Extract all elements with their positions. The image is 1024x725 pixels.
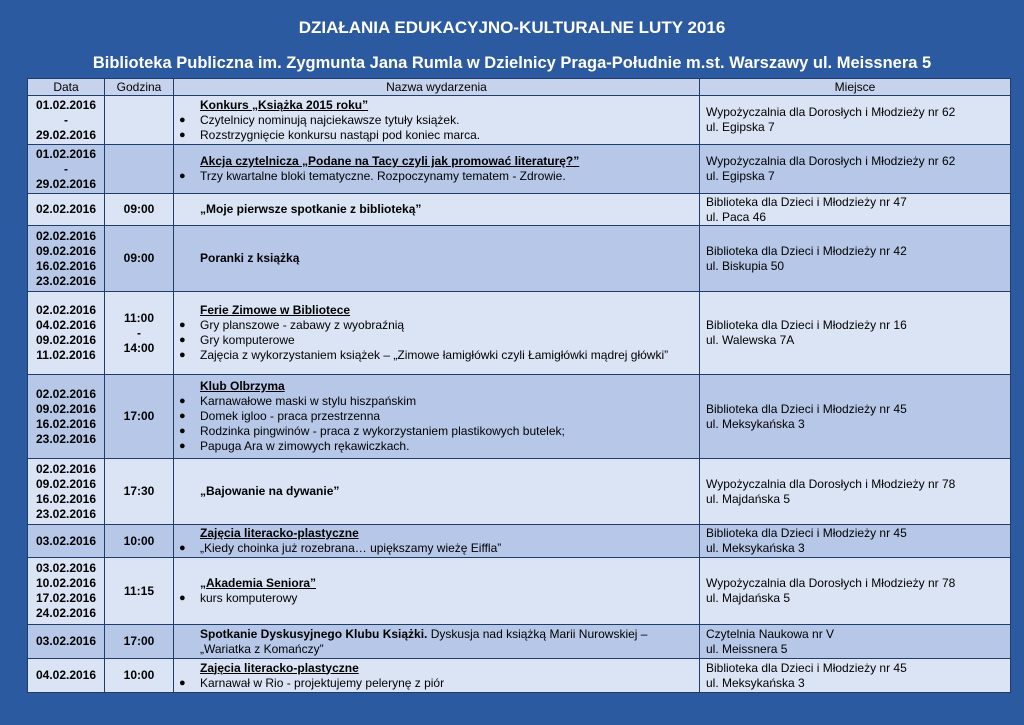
table-row — [28, 525, 1011, 558]
place-address: ul. Meksykańska 3 — [706, 541, 805, 555]
place-name: Wypożyczalnia dla Dorosłych i Młodzieży nr 78 — [706, 476, 956, 491]
list-item — [179, 348, 695, 363]
event-title: Akcja czytelnicza „Podane na Tacy czyli jak promować literaturę?” — [200, 154, 580, 168]
table-row — [28, 659, 1011, 693]
event-cell — [174, 226, 700, 292]
event-cell — [174, 96, 700, 145]
date-cell — [28, 145, 105, 194]
list-item — [179, 591, 695, 606]
table-header-row — [28, 79, 1011, 96]
header-date: Data — [28, 79, 105, 96]
table-row — [28, 145, 1011, 194]
bullet-text: Trzy kwartalne bloki tematyczne. Rozpoczynamy tematem - Zdrowie. — [200, 169, 566, 183]
place-address: ul. Majdańska 5 — [706, 491, 791, 506]
place-address: ul. Meksykańska 3 — [706, 675, 805, 690]
date-line: 24.02.2016 — [35, 606, 97, 620]
bullet-icon: ● — [179, 395, 186, 407]
date-line: 29.02.2016 — [35, 176, 97, 191]
event-title: Zajęcia literacko-plastyczne — [200, 526, 359, 540]
time-line: 10:00 — [123, 533, 155, 548]
bullet-text: Papuga Ara w zimowych rękawiczkach. — [200, 439, 410, 453]
bullet-icon: ● — [179, 128, 186, 141]
date-line: 04.02.2016 — [35, 318, 97, 332]
date-cell — [28, 194, 105, 226]
time-cell — [105, 96, 174, 145]
place-address: ul. Egipska 7 — [706, 120, 775, 134]
bullet-text: Rozstrzygnięcie konkursu nastąpi pod koniec marca. — [200, 127, 481, 142]
list-item — [179, 394, 695, 409]
event-cell — [174, 145, 700, 194]
place-name: Biblioteka dla Dzieci i Młodzieży nr 16 — [706, 318, 907, 332]
date-cell — [28, 459, 105, 525]
date-cell — [28, 659, 105, 693]
event-title: „Akademia Seniora” — [200, 576, 317, 590]
event-cell — [174, 558, 700, 625]
event-cell — [174, 525, 700, 558]
date-line: 03.02.2016 — [35, 634, 97, 648]
date-line: 02.02.2016 — [35, 228, 97, 243]
header-place: Miejsce — [700, 79, 1011, 96]
date-line: 09.02.2016 — [35, 476, 97, 491]
date-cell — [28, 625, 105, 659]
place-cell — [700, 194, 1011, 226]
list-item — [179, 318, 695, 333]
place-address: ul. Meissnera 5 — [706, 641, 788, 656]
bullet-icon: ● — [179, 592, 186, 604]
date-line: 09.02.2016 — [35, 333, 97, 347]
bullet-text: Czytelnicy nominują najciekawsze tytuły książek. — [200, 112, 460, 127]
time-line: 11:00 — [123, 310, 155, 325]
event-bullet-list — [179, 318, 695, 363]
page-subtitle: Biblioteka Publiczna im. Zygmunta Jana Rumla w Dzielnicy Praga-Południe m.st. Warszawy ul. Meissnera 5 — [92, 54, 932, 72]
table-row — [28, 292, 1011, 375]
date-line: 16.02.2016 — [35, 416, 97, 431]
bullet-text: Gry komputerowe — [200, 333, 295, 347]
date-cell — [28, 226, 105, 292]
date-line: 16.02.2016 — [35, 258, 97, 273]
event-cell — [174, 625, 700, 659]
date-line: 03.02.2016 — [35, 533, 97, 548]
event-title: Poranki z książką — [200, 251, 300, 265]
place-address: ul. Walewska 7A — [706, 333, 795, 347]
list-item — [179, 675, 695, 691]
place-name: Wypożyczalnia dla Dorosłych i Młodzieży nr 62 — [706, 105, 956, 119]
event-cell — [174, 375, 700, 459]
time-line: 11:15 — [123, 583, 155, 598]
place-name: Czytelnia Naukowa nr V — [706, 626, 835, 641]
header-time: Godzina — [105, 79, 174, 96]
time-line: - — [137, 325, 141, 340]
place-name: Biblioteka dla Dzieci i Młodzieży nr 45 — [706, 660, 907, 675]
date-line: 17.02.2016 — [35, 591, 97, 605]
list-item — [179, 424, 695, 439]
event-bullet-list — [179, 394, 695, 454]
date-line: 23.02.2016 — [35, 506, 97, 521]
list-item — [179, 169, 695, 184]
place-address: ul. Biskupia 50 — [706, 258, 785, 273]
time-cell — [105, 226, 174, 292]
bullet-icon: ● — [179, 334, 186, 346]
date-line: 02.02.2016 — [35, 386, 97, 401]
time-cell — [105, 194, 174, 226]
time-line: 09:00 — [123, 202, 155, 216]
place-name: Biblioteka dla Dzieci i Młodzieży nr 47 — [706, 194, 907, 209]
list-item — [179, 541, 695, 556]
table-row — [28, 194, 1011, 226]
date-line: 16.02.2016 — [35, 491, 97, 506]
time-cell — [105, 375, 174, 459]
place-cell — [700, 659, 1011, 693]
date-line: 03.02.2016 — [35, 561, 97, 575]
place-address: ul. Meksykańska 3 — [706, 416, 805, 431]
table-body — [28, 96, 1011, 693]
event-cell — [174, 292, 700, 375]
date-cell — [28, 292, 105, 375]
place-name: Biblioteka dla Dzieci i Młodzieży nr 45 — [706, 401, 907, 416]
date-cell — [28, 375, 105, 459]
time-line: 10:00 — [123, 668, 155, 682]
date-line: 09.02.2016 — [35, 243, 97, 258]
date-line: 09.02.2016 — [35, 401, 97, 416]
date-line: 02.02.2016 — [35, 303, 97, 317]
date-line: 04.02.2016 — [35, 668, 97, 682]
place-cell — [700, 375, 1011, 459]
place-name: Wypożyczalnia dla Dorosłych i Młodzieży nr 78 — [706, 576, 956, 590]
place-cell — [700, 525, 1011, 558]
list-item — [179, 333, 695, 348]
list-item — [179, 409, 695, 424]
event-title: „Bajowanie na dywanie” — [200, 484, 340, 498]
date-line: 02.02.2016 — [35, 461, 97, 476]
list-item — [179, 127, 695, 143]
place-cell — [700, 226, 1011, 292]
event-bullet-list — [179, 541, 695, 556]
date-line: 10.02.2016 — [35, 576, 97, 590]
date-line: 01.02.2016 — [35, 146, 97, 161]
table-row — [28, 375, 1011, 459]
page-title: DZIAŁANIA EDUKACYJNO-KULTURALNE LUTY 2016 — [298, 18, 726, 37]
time-cell — [105, 459, 174, 525]
bullet-icon: ● — [179, 170, 186, 182]
bullet-text: Rodzinka pingwinów - praca z wykorzystaniem plastikowych butelek; — [200, 424, 565, 438]
place-address: ul. Paca 46 — [706, 209, 767, 224]
place-cell — [700, 558, 1011, 625]
date-cell — [28, 96, 105, 145]
place-cell — [700, 625, 1011, 659]
event-description — [200, 627, 695, 642]
event-bullet-list — [179, 591, 695, 606]
date-line: 23.02.2016 — [35, 431, 97, 446]
time-cell — [105, 292, 174, 375]
time-line: 09:00 — [123, 251, 155, 265]
time-cell — [105, 659, 174, 693]
date-line: 29.02.2016 — [35, 127, 97, 142]
time-line: 17:00 — [123, 634, 155, 648]
place-cell — [700, 145, 1011, 194]
place-cell — [700, 292, 1011, 375]
bullet-text: Gry planszowe - zabawy z wyobraźnią — [200, 318, 405, 332]
time-line: 17:00 — [123, 409, 155, 423]
event-title: Ferie Zimowe w Bibliotece — [200, 303, 351, 317]
event-title: Spotkanie Dyskusyjnego Klubu Książki. — [200, 626, 428, 641]
table-row — [28, 625, 1011, 659]
time-cell — [105, 525, 174, 558]
bullet-text: Karnawał w Rio - projektujemy pelerynę z piór — [200, 675, 445, 690]
place-address: ul. Egipska 7 — [706, 169, 775, 183]
date-line: - — [64, 112, 68, 127]
place-name: Wypożyczalnia dla Dorosłych i Młodzieży nr 62 — [706, 154, 956, 168]
place-name: Biblioteka dla Dzieci i Młodzieży nr 42 — [706, 243, 907, 258]
bullet-text: Karnawałowe maski w stylu hiszpańskim — [200, 394, 417, 408]
bullet-text: kurs komputerowy — [200, 591, 298, 605]
time-line: 14:00 — [123, 340, 155, 355]
bullet-icon: ● — [179, 410, 186, 422]
event-cell — [174, 659, 700, 693]
event-cell — [174, 459, 700, 525]
bullet-text: „Kiedy choinka już rozebrana… upiększamy wieżę Eiffla” — [200, 541, 502, 555]
event-title: Konkurs „Książka 2015 roku” — [200, 97, 369, 112]
bullet-icon: ● — [179, 440, 186, 452]
date-line: 23.02.2016 — [35, 273, 97, 288]
date-line: - — [64, 161, 68, 176]
bullet-text: Zajęcia z wykorzystaniem książek – „Zimowe łamigłówki czyli Łamigłówki mądrej główki” — [200, 348, 669, 362]
event-title: Klub Olbrzyma — [200, 379, 285, 393]
date-line: 11.02.2016 — [36, 348, 96, 362]
time-cell — [105, 558, 174, 625]
event-title: Zajęcia literacko-plastyczne — [200, 660, 359, 675]
event-bullet-list — [179, 112, 695, 143]
place-cell — [700, 96, 1011, 145]
table-row — [28, 558, 1011, 625]
event-title: „Moje pierwsze spotkanie z biblioteką” — [200, 202, 422, 216]
bullet-text: Domek igloo - praca przestrzenna — [200, 409, 381, 423]
events-table — [27, 78, 1011, 693]
date-cell — [28, 525, 105, 558]
table-row — [28, 459, 1011, 525]
bullet-icon: ● — [179, 349, 186, 361]
event-bullet-list — [179, 675, 695, 691]
event-description-text: Dyskusja nad książką Marii Nurowskiej – — [427, 626, 648, 641]
table-row — [28, 226, 1011, 292]
bullet-icon: ● — [179, 425, 186, 437]
table-row — [28, 96, 1011, 145]
bullet-icon: ● — [179, 542, 186, 554]
event-description-line: „Wariatka z Komańczy” — [200, 641, 324, 656]
bullet-icon: ● — [179, 113, 186, 126]
date-line: 02.02.2016 — [35, 202, 97, 216]
bullet-icon: ● — [179, 676, 186, 689]
time-line: 17:30 — [123, 484, 155, 498]
time-cell — [105, 145, 174, 194]
header-event: Nazwa wydarzenia — [174, 79, 700, 96]
event-bullet-list — [179, 169, 695, 184]
list-item — [179, 439, 695, 454]
place-name: Biblioteka dla Dzieci i Młodzieży nr 45 — [706, 526, 907, 540]
date-line: 01.02.2016 — [35, 97, 97, 112]
time-cell — [105, 625, 174, 659]
date-cell — [28, 558, 105, 625]
list-item — [179, 112, 695, 128]
place-cell — [700, 459, 1011, 525]
place-address: ul. Majdańska 5 — [706, 591, 791, 605]
event-cell — [174, 194, 700, 226]
bullet-icon: ● — [179, 319, 186, 331]
